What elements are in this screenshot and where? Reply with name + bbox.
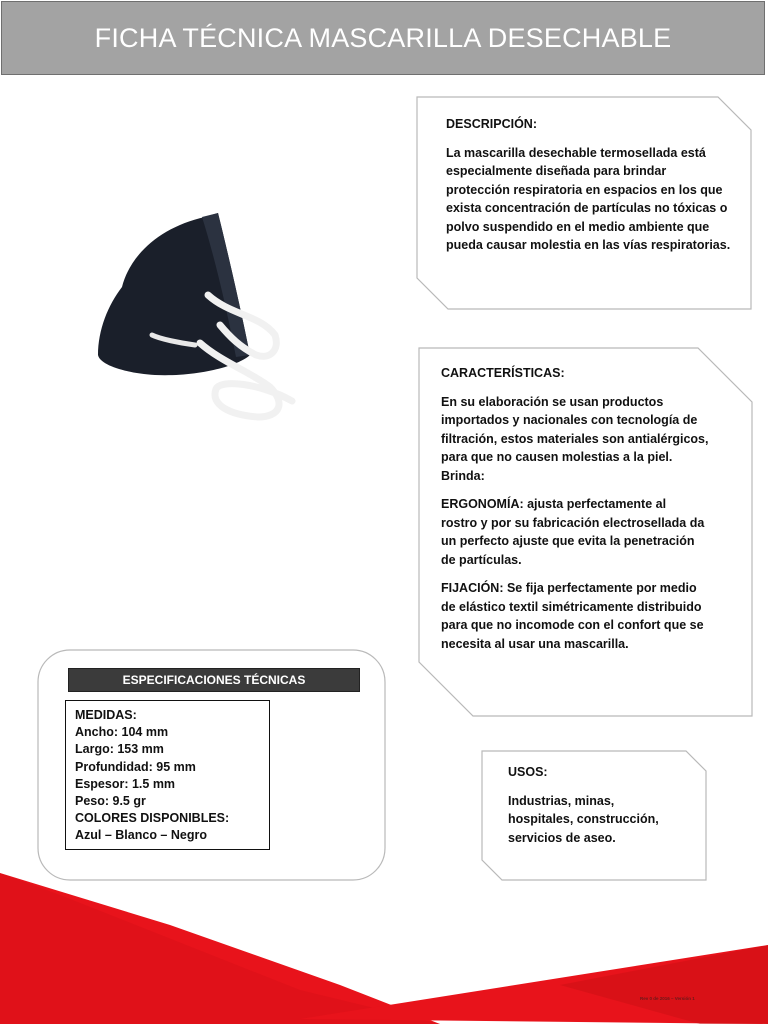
ergonomia-line: un perfecto ajuste que evita la penetración bbox=[441, 534, 695, 548]
ergonomia-line: rostro y por su fabricación electrosellada da bbox=[441, 515, 705, 530]
intro-line: importados y nacionales con tecnología de bbox=[441, 413, 698, 427]
footer-version-note: Rev 0 de 2016 – Versión 1 bbox=[640, 996, 695, 1001]
descripcion-card bbox=[446, 115, 736, 255]
ergonomia-line: de partículas. bbox=[441, 552, 522, 567]
caracteristicas-heading: CARACTERÍSTICAS: bbox=[441, 366, 565, 380]
especificaciones-box bbox=[65, 700, 270, 850]
intro-line: Brinda: bbox=[441, 468, 485, 483]
intro-line: En su elaboración se usan productos bbox=[441, 394, 664, 409]
intro-line: filtración, estos materiales son antialérgicos, bbox=[441, 431, 709, 446]
descripcion-line: polvo suspendido en el medio ambiente que bbox=[446, 219, 710, 234]
caracteristicas-intro bbox=[441, 393, 741, 486]
usos-line: Industrias, minas, bbox=[508, 793, 615, 808]
usos-line: servicios de aseo. bbox=[508, 830, 616, 845]
fijacion-line: de elástico textil simétricamente distribuido bbox=[441, 599, 702, 614]
descripcion-heading: DESCRIPCIÓN: bbox=[446, 117, 537, 131]
ergonomia-line: ERGONOMÍA: ajusta perfectamente al bbox=[441, 497, 667, 511]
ergonomia-paragraph bbox=[441, 495, 741, 569]
spec-line: Ancho: 104 mm bbox=[75, 725, 169, 740]
spec-line: Largo: 153 mm bbox=[75, 742, 164, 757]
fijacion-line: FIJACIÓN: Se fija perfectamente por medio bbox=[441, 581, 697, 595]
caracteristicas-card bbox=[441, 364, 741, 653]
intro-line: para que no causen molestias a la piel. bbox=[441, 450, 673, 464]
descripcion-line: protección respiratoria en espacios en los que bbox=[446, 182, 723, 197]
fijacion-line: para que no incomode con el confort que se bbox=[441, 618, 704, 632]
especificaciones-heading: ESPECIFICACIONES TÉCNICAS bbox=[68, 668, 360, 692]
descripcion-line: La mascarilla desechable termosellada está bbox=[446, 145, 706, 160]
descripcion-line: exista concentración de partículas no tóxicas o bbox=[446, 201, 728, 215]
spec-line: Azul – Blanco – Negro bbox=[75, 828, 207, 843]
fijacion-paragraph bbox=[441, 579, 741, 653]
spec-line: COLORES DISPONIBLES: bbox=[75, 811, 230, 826]
fijacion-line: necesita al usar una mascarilla. bbox=[441, 636, 629, 651]
usos-card bbox=[508, 763, 698, 847]
usos-heading: USOS: bbox=[508, 765, 548, 779]
spec-line: Espesor: 1.5 mm bbox=[75, 776, 176, 791]
page-title: FICHA TÉCNICA MASCARILLA DESECHABLE bbox=[94, 22, 672, 53]
spec-line: Profundidad: 95 mm bbox=[75, 759, 196, 774]
usos-line: hospitales, construcción, bbox=[508, 812, 659, 826]
spec-line: Peso: 9.5 gr bbox=[75, 794, 146, 809]
spec-line: MEDIDAS: bbox=[75, 708, 137, 722]
descripcion-line: especialmente diseñada para brindar bbox=[446, 164, 667, 178]
descripcion-line: pueda causar molestia en las vías respiratorias. bbox=[446, 238, 731, 252]
